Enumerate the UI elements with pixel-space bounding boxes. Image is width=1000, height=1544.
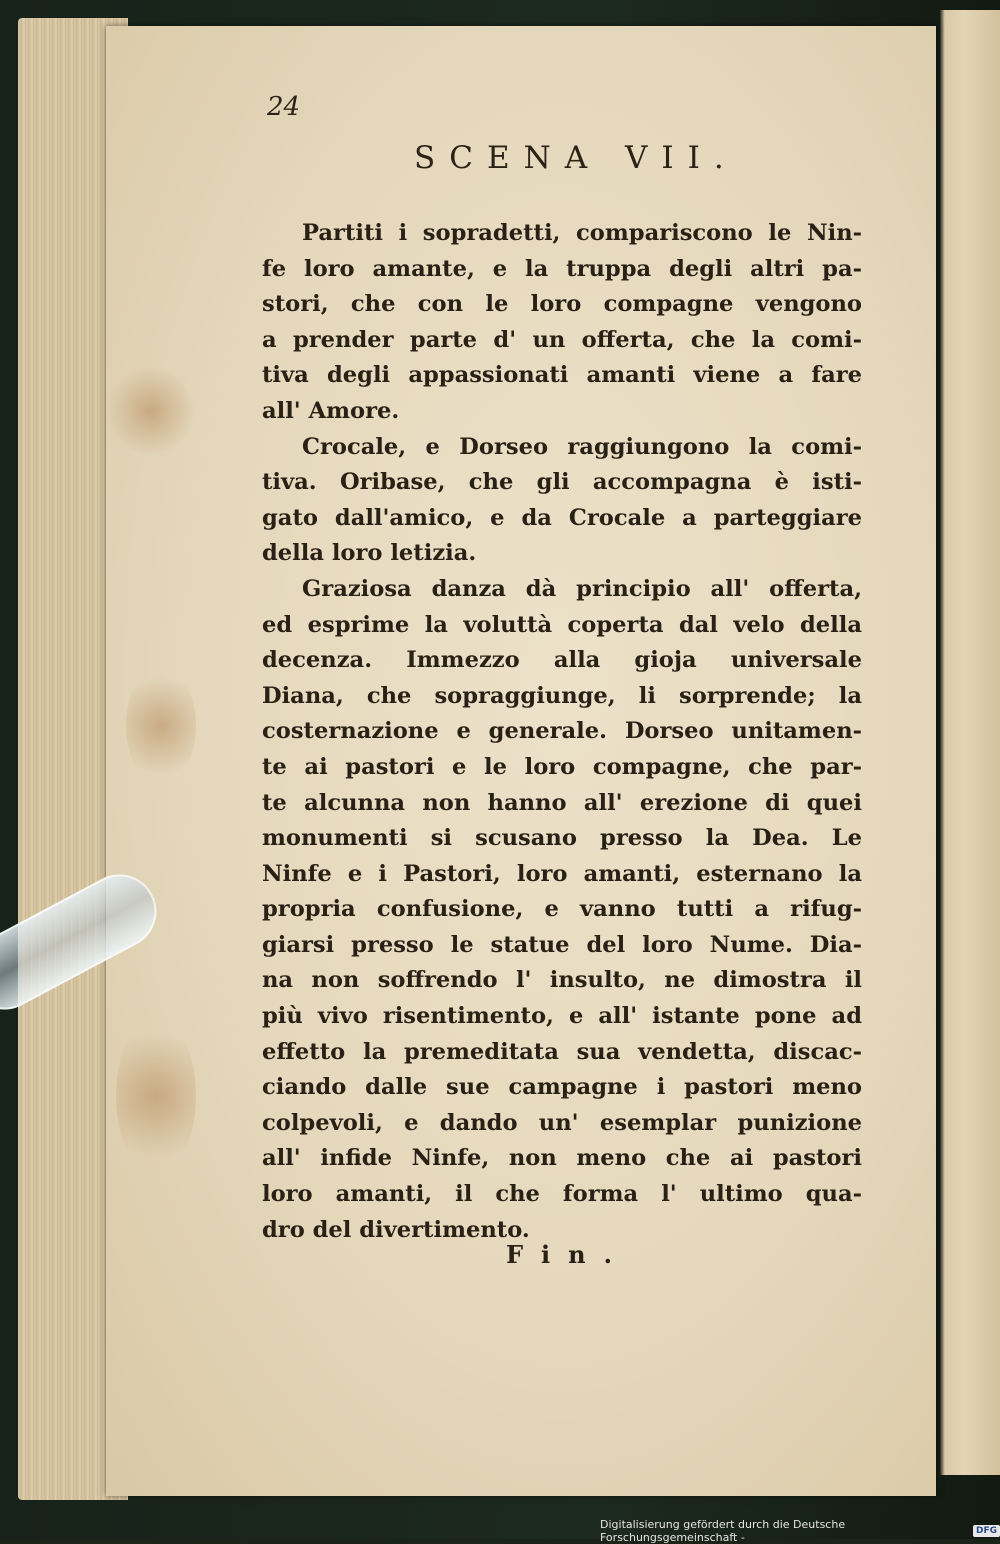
text-line: tiva. Oribase, che gli accompagna è isti-	[262, 469, 862, 496]
text-line: ed esprime la voluttà coperta dal velo della	[262, 611, 862, 638]
text-line: monumenti si scusano presso la Dea. Le	[262, 825, 862, 852]
text-line: propria confusione, e vanno tutti a rifug-	[262, 896, 862, 923]
foxing-stain	[116, 1016, 196, 1176]
text-line: Ninfe e i Pastori, loro amanti, esternano la	[262, 860, 862, 887]
text-line: na non soffrendo l' insulto, ne dimostra il	[262, 967, 862, 994]
text-line: fe loro amante, e la truppa degli altri pa-	[262, 255, 862, 282]
text-line: gato dall'amico, e da Crocale a parteggiare	[262, 504, 862, 531]
text-line: colpevoli, e dando un' esemplar punizione	[262, 1109, 862, 1136]
foxing-stain	[126, 666, 196, 786]
text-line: costernazione e generale. Dorseo unitamen-	[262, 718, 862, 745]
text-line: della loro letizia.	[262, 540, 477, 567]
text-line: te ai pastori e le loro compagne, che par-	[262, 753, 862, 780]
scene-title: SCENA VII.	[414, 140, 738, 176]
text-line: all' infide Ninfe, non meno che ai pastori	[262, 1145, 862, 1172]
footer	[600, 1518, 1000, 1544]
foxing-stain	[106, 366, 196, 456]
text-line: Graziosa danza dà principio all' offerta,	[302, 575, 862, 602]
footer-credit: Digitalisierung gefördert durch die Deutsche Forschungsgemeinschaft -	[600, 1518, 846, 1544]
text-line: Partiti i sopradetti, compariscono le Nin-	[302, 220, 862, 246]
text-line: più vivo risentimento, e all' istante pone ad	[262, 1003, 862, 1030]
fin-text: Fin.	[506, 1240, 630, 1269]
text-line: effetto la premeditata sua vendetta, discac-	[262, 1038, 862, 1065]
facing-page-edge	[940, 10, 1000, 1475]
text-line: giarsi presso le statue del loro Nume. Dia-	[262, 931, 862, 958]
dfg-logo: DFG	[973, 1525, 1000, 1537]
text-line: Diana, che sopraggiunge, li sorprende; la	[262, 682, 862, 709]
text-line: Crocale, e Dorseo raggiungono la comi-	[302, 433, 862, 460]
text-line: dro del divertimento.	[262, 1216, 530, 1243]
text-line: a prender parte d' un offerta, che la comi-	[262, 326, 862, 353]
body-text	[262, 216, 862, 1248]
text-line: loro amanti, il che forma l' ultimo qua-	[262, 1181, 862, 1208]
text-line: te alcunna non hanno all' erezione di quei	[262, 789, 862, 816]
text-line: stori, che con le loro compagne vengono	[262, 291, 862, 318]
text-line: ciando dalle sue campagne i pastori meno	[262, 1074, 862, 1101]
text-line: all' Amore.	[262, 397, 400, 424]
page-number: 24	[267, 92, 301, 122]
text-line: tiva degli appassionati amanti viene a fare	[262, 362, 862, 389]
text-line: decenza. Immezzo alla gioja universale	[262, 647, 862, 674]
